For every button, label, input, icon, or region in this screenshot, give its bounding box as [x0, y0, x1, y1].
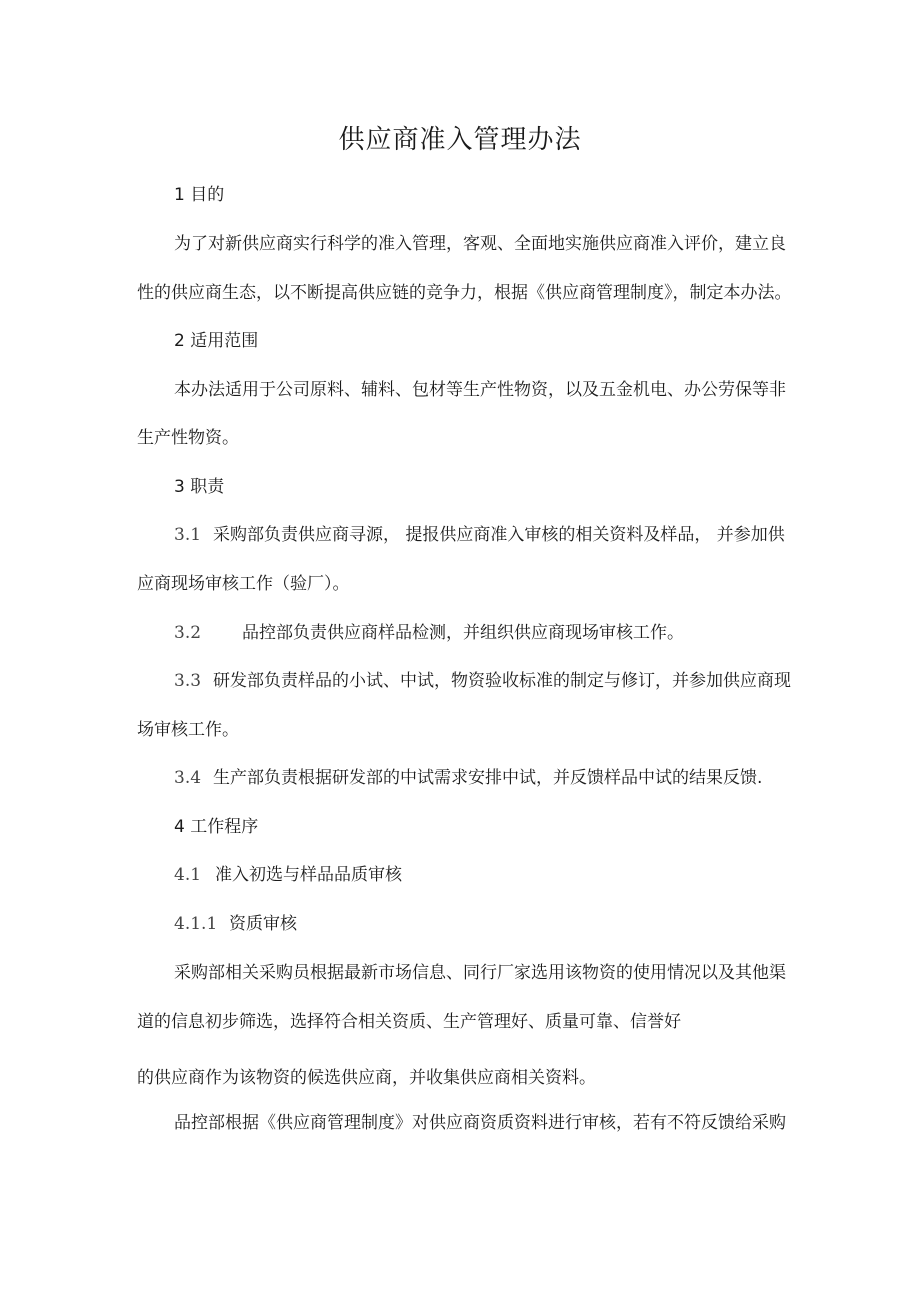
section-4-paragraph-1-line-1: 采购部相关采购员根据最新市场信息、同行厂家选用该物资的使用情况以及其他渠: [174, 963, 786, 983]
section-1-heading: 1 目的: [174, 185, 225, 205]
clause-3-1-number: 3.1: [174, 525, 202, 545]
section-4-heading: 4 工作程序: [174, 817, 259, 837]
clause-4-1-title: 准入初选与样品品质审核: [215, 865, 402, 885]
clause-4-1-number: 4.1: [174, 865, 202, 885]
clause-3-3-number: 3.3: [174, 671, 202, 691]
section-3-heading: 3 职责: [174, 477, 225, 497]
clause-3-4-line-1: 生产部负责根据研发部的中试需求安排中试，并反馈样品中试的结果反馈.: [213, 768, 763, 788]
clause-4-1-1-number: 4.1.1: [174, 914, 218, 934]
section-4-paragraph-1-line-2: 道的信息初步筛选，选择符合相关资质、生产管理好、质量可靠、信誉好: [137, 1012, 681, 1032]
clause-3-3-line-1: 研发部负责样品的小试、中试，物资验收标准的制定与修订，并参加供应商现: [213, 671, 791, 691]
section-4-paragraph-1-line-3: 的供应商作为该物资的候选供应商，并收集供应商相关资料。: [137, 1068, 596, 1088]
clause-3-4-number: 3.4: [174, 768, 202, 788]
section-1-paragraph-line-1: 为了对新供应商实行科学的准入管理，客观、全面地实施供应商准入评价，建立良: [174, 234, 786, 254]
section-1-paragraph-line-2: 性的供应商生态，以不断提高供应链的竞争力，根据《供应商管理制度》，制定本办法。: [137, 283, 792, 303]
clause-3-2-line-1: 品控部负责供应商样品检测，并组织供应商现场审核工作。: [242, 623, 684, 643]
section-2-heading: 2 适用范围: [174, 331, 259, 351]
section-2-paragraph-line-1: 本办法适用于公司原料、辅料、包材等生产性物资，以及五金机电、办公劳保等非: [174, 380, 786, 400]
clause-3-1-line-1: 采购部负责供应商寻源， 提报供应商准入审核的相关资料及样品， 并参加供: [213, 525, 785, 545]
section-2-paragraph-line-2: 生产性物资。: [137, 428, 239, 448]
clause-3-3-line-2: 场审核工作。: [137, 720, 239, 740]
clause-4-1-1-title: 资质审核: [229, 914, 297, 934]
section-4-paragraph-2-line-1: 品控部根据《供应商管理制度》对供应商资质资料进行审核，若有不符反馈给采购: [174, 1113, 786, 1133]
page-title: 供应商准入管理办法: [338, 125, 582, 155]
clause-3-2-number: 3.2: [174, 623, 202, 643]
clause-3-1-line-2: 应商现场审核工作（验厂）。: [137, 574, 350, 594]
